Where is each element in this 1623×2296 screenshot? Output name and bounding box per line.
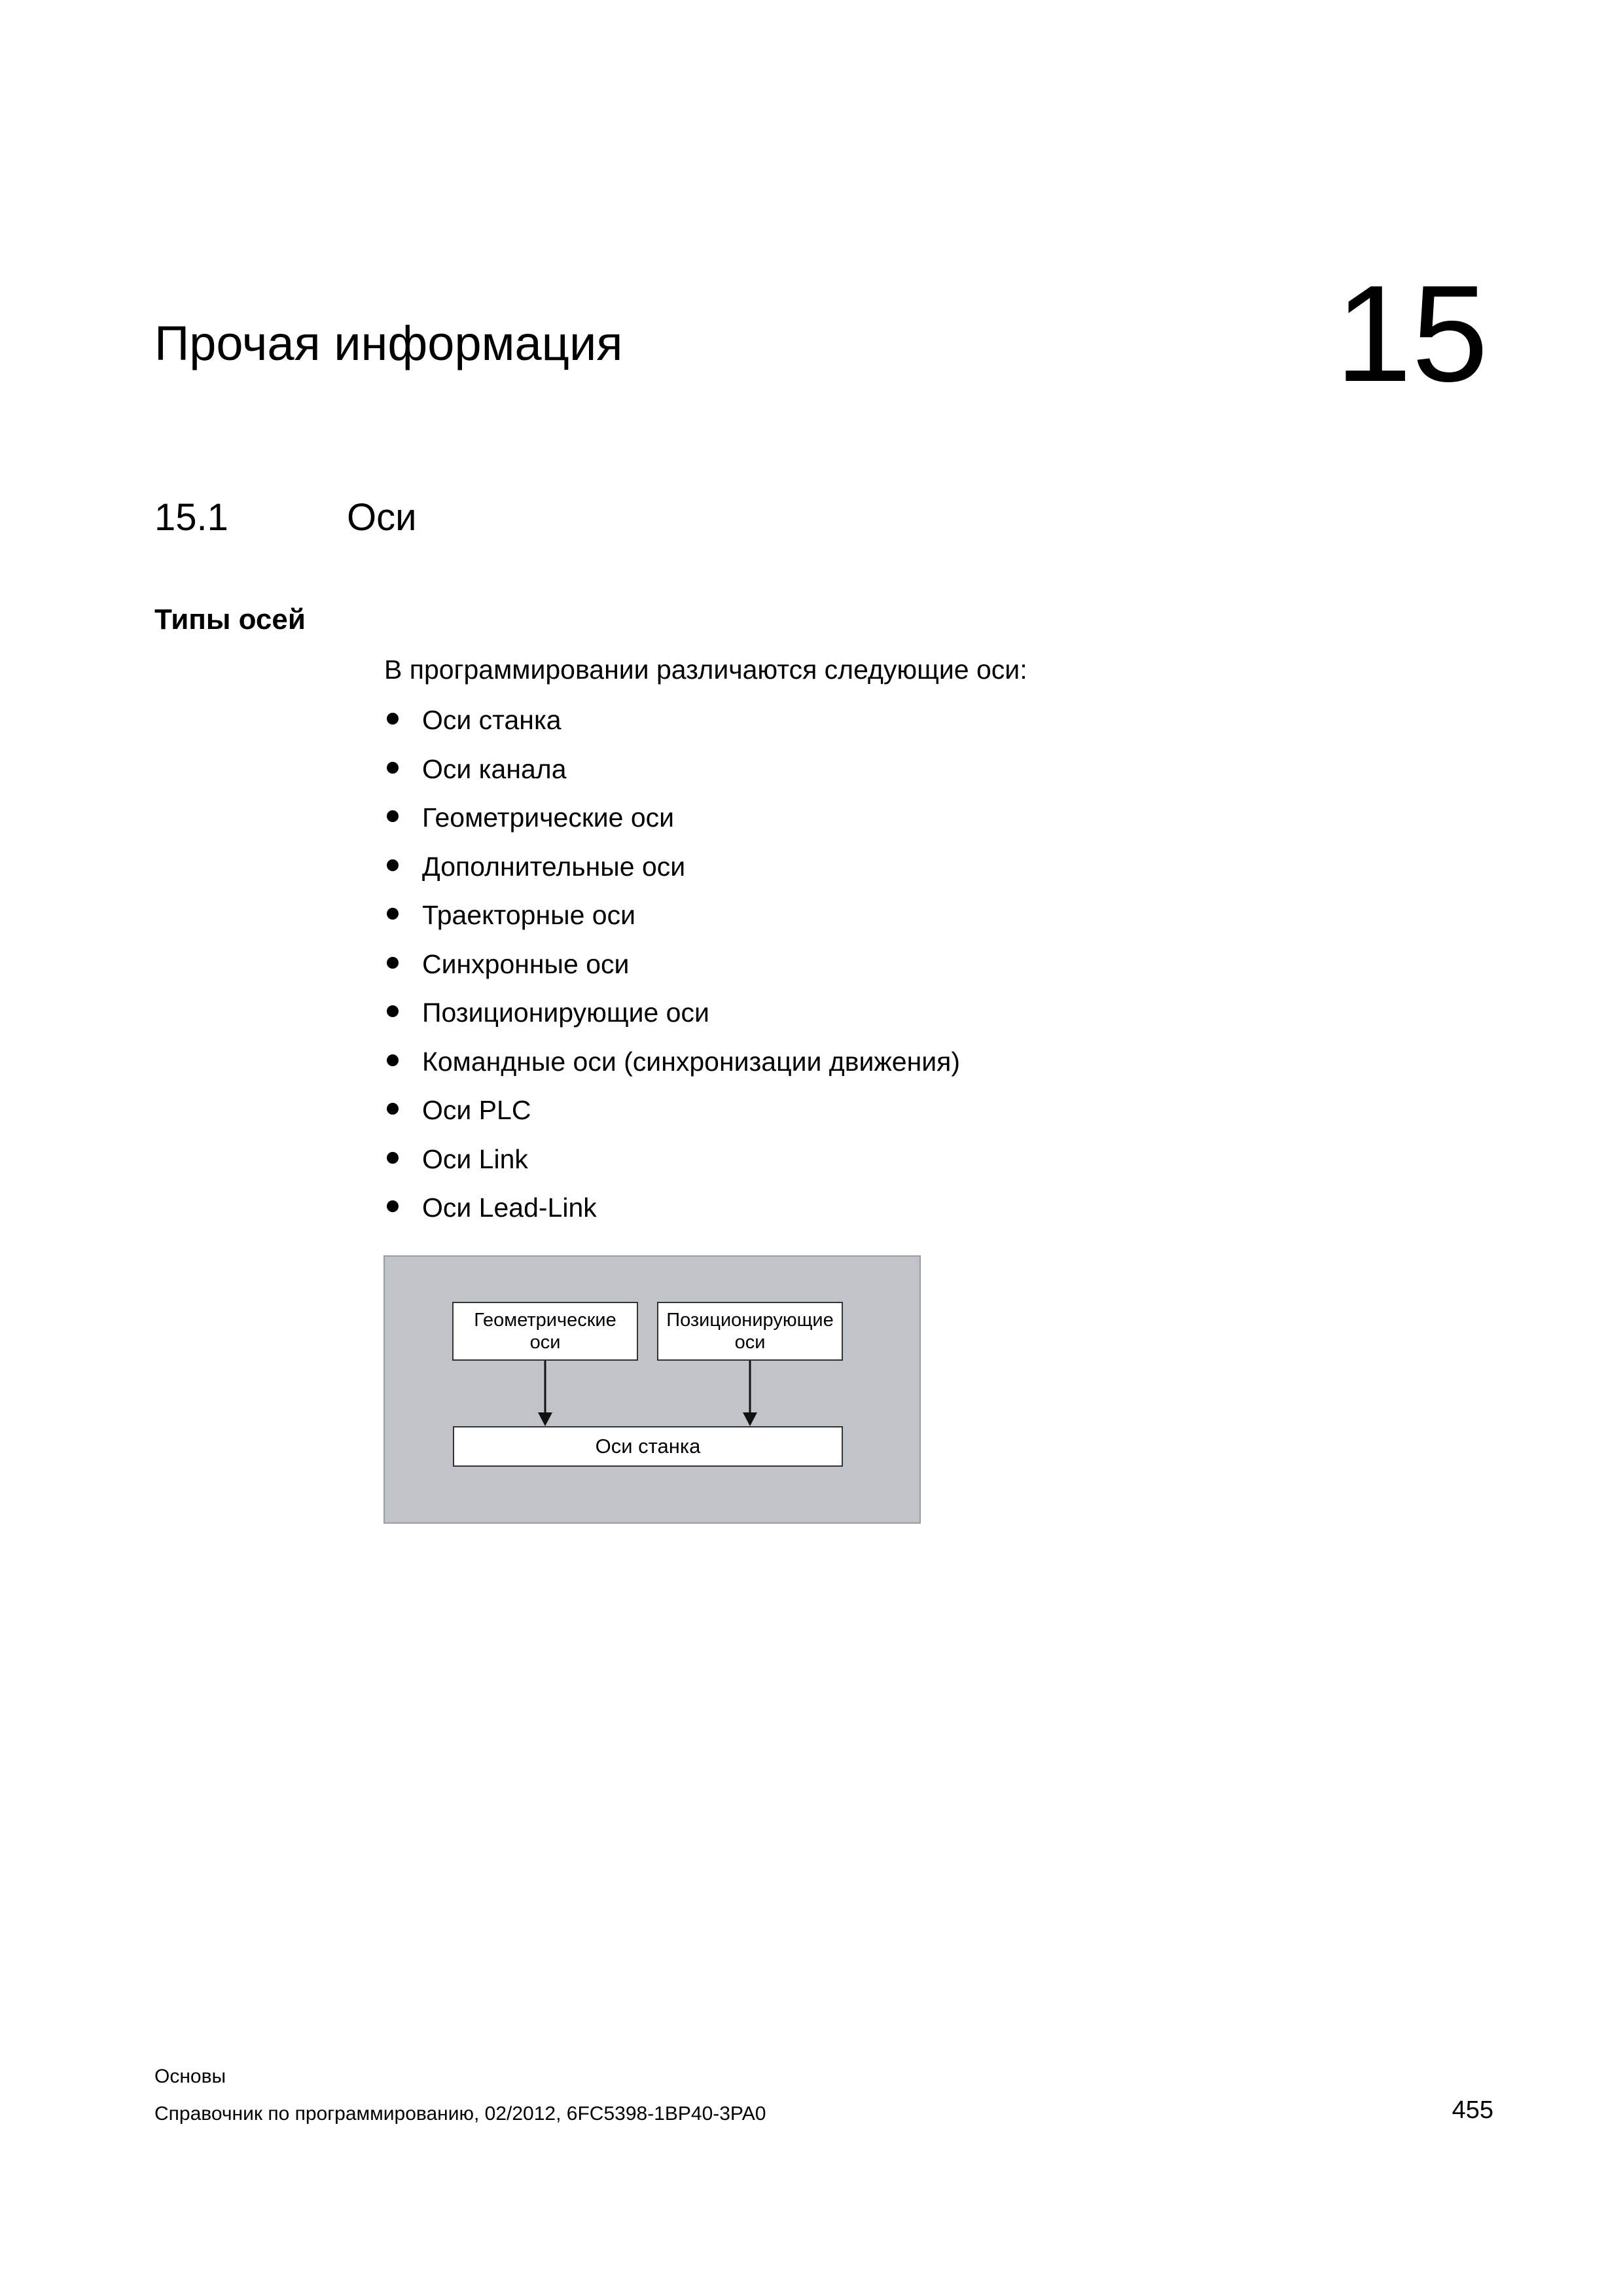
page-number: 455 [1452,2096,1493,2124]
list-item-label: Синхронные оси [422,948,630,979]
list-item [384,753,960,802]
list-item [384,948,960,997]
positioning-axes-label-line2: оси [734,1332,766,1353]
bullet-icon [387,859,399,871]
list-item [384,899,960,948]
machine-axes-box [453,1426,843,1467]
geometric-axes-label-line1: Геометрические [474,1310,616,1331]
list-item-label: Оси станка [422,705,562,735]
arrowhead-geometric [538,1412,552,1426]
list-item [384,851,960,900]
section-title: Оси [347,496,417,539]
geometric-axes-label-line2: оси [529,1332,561,1353]
bullet-icon [387,1200,399,1212]
list-item [384,1046,960,1095]
chapter-number: 15 [1335,257,1488,410]
list-item-label: Траекторные оси [422,900,635,930]
bullet-icon [387,908,399,920]
intro-text: В программировании различаются следующие оси: [384,655,1027,685]
list-item-label: Оси Lead-Link [422,1193,597,1223]
subsection-heading: Типы осей [154,603,306,636]
positioning-axes-label-line1: Позиционирующие [666,1310,834,1331]
list-item-label: Оси канала [422,753,567,784]
bullet-icon [387,1152,399,1164]
bullet-icon [387,1054,399,1066]
list-item-label: Позиционирующие оси [422,997,709,1028]
geometric-axes-box [452,1302,638,1361]
footer-reference: Справочник по программированию, 02/2012, 6FC5398-1BP40-3PA0 [154,2103,766,2125]
list-item [384,802,960,851]
diagram-arrows [385,1257,922,1525]
machine-axes-label: Оси станка [595,1435,701,1458]
bullet-icon [387,1005,399,1017]
axes-diagram [383,1255,921,1524]
axis-type-list [384,704,960,1241]
list-item-label: Геометрические оси [422,802,675,833]
bullet-icon [387,1103,399,1115]
bullet-icon [387,713,399,725]
list-item [384,704,960,753]
bullet-icon [387,957,399,969]
list-item-label: Дополнительные оси [422,851,686,882]
list-item-label: Оси PLC [422,1095,531,1125]
footer-book-title: Основы [154,2066,226,2087]
list-item-label: Командные оси (синхронизации движения) [422,1046,961,1077]
list-item [384,1143,960,1193]
bullet-icon [387,762,399,774]
arrowhead-positioning [743,1412,757,1426]
list-item [384,997,960,1046]
list-item-label: Оси Link [422,1143,528,1174]
chapter-title: Прочая информация [154,316,623,370]
list-item [384,1192,960,1241]
bullet-icon [387,810,399,822]
section-number: 15.1 [154,496,228,539]
positioning-axes-box [657,1302,843,1361]
list-item [384,1094,960,1143]
